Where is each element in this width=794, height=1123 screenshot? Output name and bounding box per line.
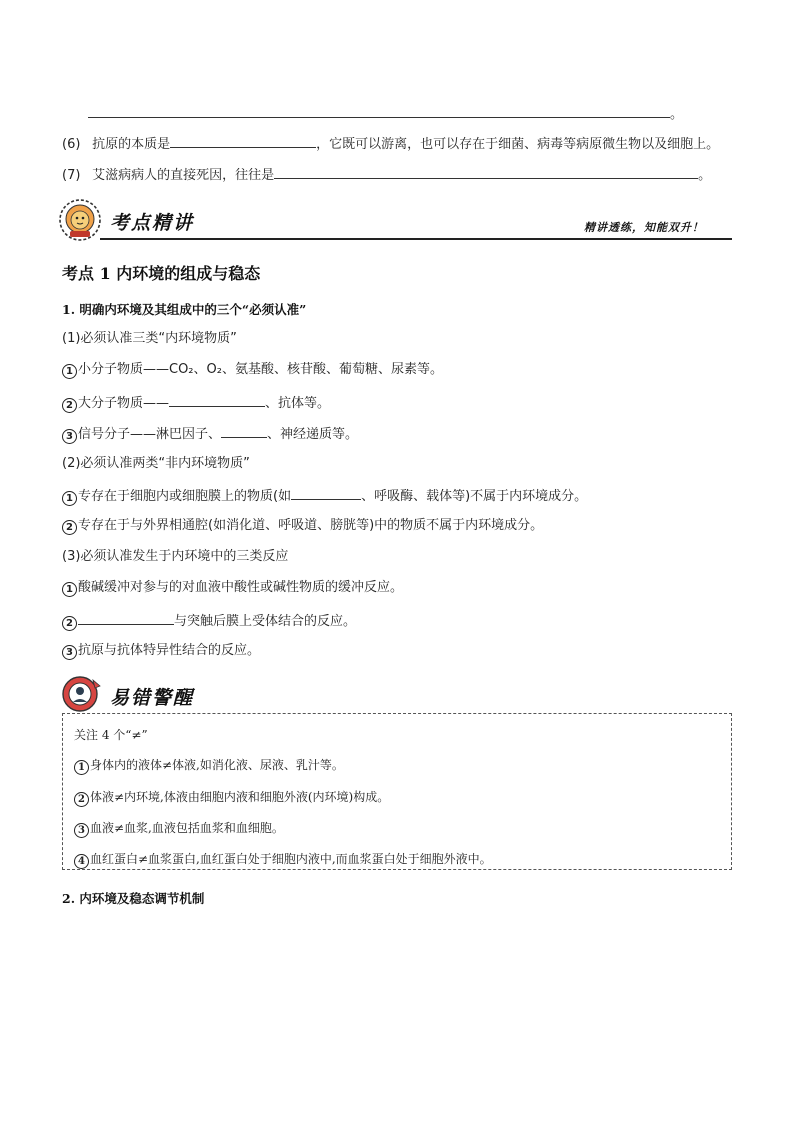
circled-number: 3: [62, 429, 77, 444]
banner-underline: [100, 238, 732, 240]
answer-blank[interactable]: [221, 424, 267, 438]
list-item: 1 专存在于细胞内或细胞膜上的物质(如 、呼吸酶、载体等)不属于内环境成分。: [62, 486, 587, 506]
answer-blank[interactable]: [88, 104, 670, 118]
circled-number: 1: [62, 582, 77, 597]
circled-number: 4: [74, 854, 89, 869]
continuation-line: 。: [88, 104, 683, 124]
circled-number: 2: [62, 616, 77, 631]
banner-title: 考点精讲: [110, 212, 195, 234]
paragraph-heading: (3)必须认准发生于内环境中的三类反应: [62, 549, 289, 564]
paragraph-heading: (2)必须认准两类“非内环境物质”: [62, 456, 250, 471]
question-7: (7) 艾滋病病人的直接死因，往往是 。: [62, 165, 711, 185]
list-item: 2 与突触后膜上受体结合的反应。: [62, 611, 356, 631]
warning-item: 3 血液≠血浆,血液包括血浆和血细胞。: [74, 819, 284, 838]
alert-badge-icon: [60, 672, 104, 716]
warning-heading: 关注 4 个“≠”: [74, 728, 148, 742]
circled-number: 2: [74, 792, 89, 807]
answer-blank[interactable]: [170, 134, 316, 148]
warning-item: 4 血红蛋白≠血浆蛋白,血红蛋白处于细胞内液中,而血浆蛋白处于细胞外液中。: [74, 850, 492, 869]
list-item: 1 小分子物质——CO₂、O₂、氨基酸、核苷酸、葡萄糖、尿素等。: [62, 361, 443, 379]
section-title: 考点 1 内环境的组成与稳态: [62, 264, 261, 283]
question-text: 抗原的本质是: [92, 137, 171, 152]
answer-blank[interactable]: [274, 165, 698, 179]
answer-blank[interactable]: [78, 611, 174, 625]
subsection-heading: 2. 内环境及稳态调节机制: [62, 891, 205, 906]
circled-number: 3: [62, 645, 77, 660]
banner-slogan: 精讲透练，知能双升！: [584, 221, 704, 234]
list-item: 2 大分子物质—— 、抗体等。: [62, 393, 330, 413]
answer-blank[interactable]: [291, 486, 361, 500]
circled-number: 1: [62, 364, 77, 379]
list-item: 3 信号分子——淋巴因子、 、神经递质等。: [62, 424, 358, 444]
question-6: [62, 134, 719, 154]
circled-number: 2: [62, 398, 77, 413]
answer-blank[interactable]: [169, 393, 265, 407]
circled-number: 1: [62, 491, 77, 506]
question-number: (7): [62, 168, 81, 183]
list-item: 1 酸碱缓冲对参与的对血液中酸性或碱性物质的缓冲反应。: [62, 579, 403, 597]
lion-badge-icon: [58, 198, 102, 242]
question-text: 艾滋病病人的直接死因，往往是: [92, 168, 275, 183]
paragraph-heading: (1)必须认准三类“内环境物质”: [62, 331, 237, 346]
banner-title: 易错警醒: [110, 687, 195, 709]
question-text: ，它既可以游离，也可以存在于细菌、病毒等病原微生物以及细胞上。: [316, 137, 720, 152]
warning-item: 2 体液≠内环境,体液由细胞内液和细胞外液(内环境)构成。: [74, 788, 389, 807]
subsection-heading: 1. 明确内环境及其组成中的三个“必须认准”: [62, 302, 307, 317]
question-number: (6): [62, 137, 81, 152]
circled-number: 3: [74, 823, 89, 838]
list-item: 3 抗原与抗体特异性结合的反应。: [62, 642, 260, 660]
list-item: 2 专存在于与外界相通腔(如消化道、呼吸道、膀胱等)中的物质不属于内环境成分。: [62, 517, 543, 535]
circled-number: 2: [62, 520, 77, 535]
warning-item: 1 身体内的液体≠体液,如消化液、尿液、乳汁等。: [74, 756, 344, 775]
circled-number: 1: [74, 760, 89, 775]
